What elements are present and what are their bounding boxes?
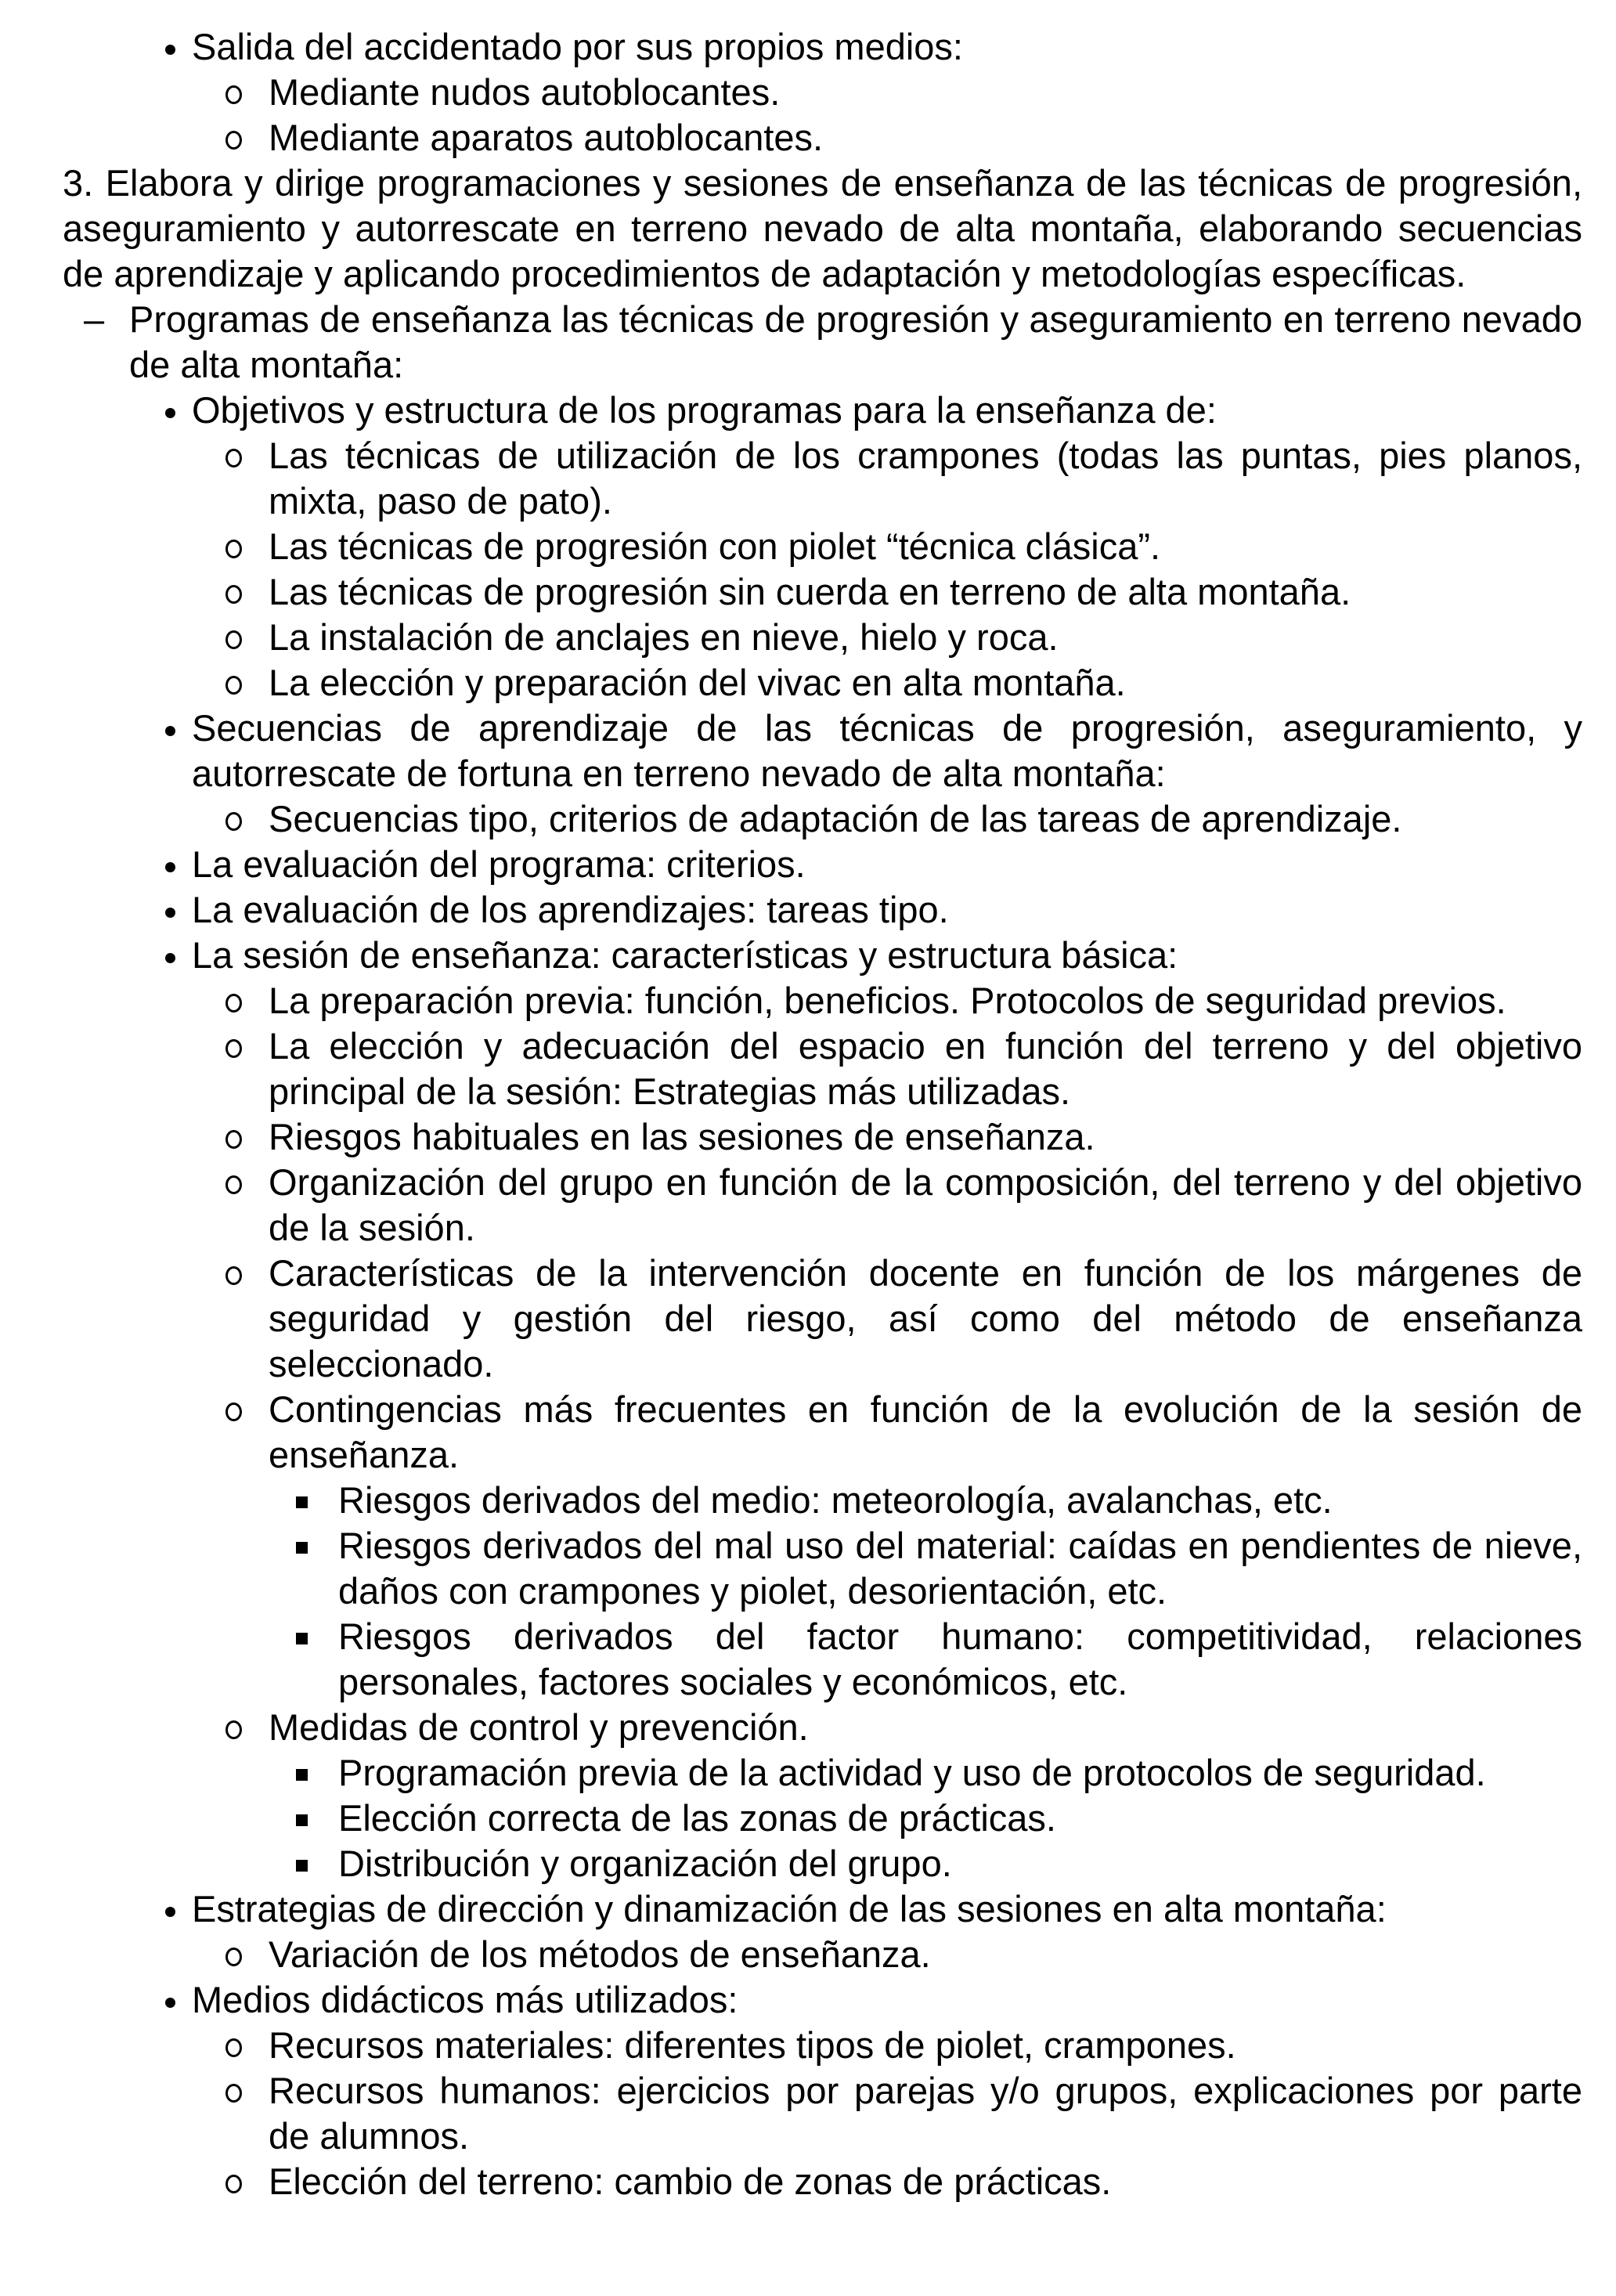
list-item [63, 2159, 1582, 2204]
open-circle-bullet-icon [225, 812, 242, 831]
list-item [63, 1705, 1582, 1750]
filled-square-bullet-icon [296, 1542, 308, 1554]
open-circle-bullet-icon [225, 1948, 242, 1966]
list-item [63, 524, 1582, 569]
document-text-block [63, 24, 1582, 2204]
filled-square-bullet-icon [296, 1814, 308, 1826]
open-circle-bullet-icon [225, 2038, 242, 2057]
list-item-text: Recursos humanos: ejercicios por parejas y/o grupos, explicaciones por parte de alumnos. [269, 2070, 1582, 2157]
list-item-text: Secuencias tipo, criterios de adaptación de las tareas de aprendizaje. [269, 798, 1402, 839]
list-item [63, 1023, 1582, 1114]
list-item [63, 388, 1582, 433]
list-item-text: La evaluación del programa: criterios. [192, 843, 806, 885]
list-item [63, 1523, 1582, 1614]
list-item-text: La preparación previa: función, beneficios. Protocolos de seguridad previos. [269, 980, 1506, 1021]
list-item [63, 706, 1582, 796]
list-item [63, 70, 1582, 115]
dash-bullet-icon: – [84, 298, 105, 340]
list-item [63, 1478, 1582, 1523]
list-item-text: Programas de enseñanza las técnicas de progresión y aseguramiento en terreno nevado de alta montaña: [129, 298, 1582, 385]
filled-circle-bullet-icon [165, 408, 175, 418]
open-circle-bullet-icon [225, 630, 242, 649]
list-item [63, 1886, 1582, 1932]
list-item-text: 3. Elabora y dirige programaciones y sesiones de enseñanza de las técnicas de progresión, aseguramiento y autorrescate en terreno nevado de alta montaña, elaborando secuencias de aprendizaje y aplicando procedimientos de adaptación y metodologías específicas. [63, 162, 1582, 294]
open-circle-bullet-icon [225, 676, 242, 695]
list-item-text: Las técnicas de progresión con piolet “técnica clásica”. [269, 525, 1161, 567]
list-item [63, 115, 1582, 161]
filled-circle-bullet-icon [165, 45, 175, 55]
list-item [63, 933, 1582, 978]
list-item [63, 1387, 1582, 1478]
list-item-text: Riesgos derivados del mal uso del material: caídas en pendientes de nieve, daños con crampones y piolet, desorientación, etc. [338, 1525, 1582, 1612]
list-item-text: Riesgos derivados del medio: meteorología, avalanchas, etc. [338, 1479, 1333, 1521]
filled-circle-bullet-icon [165, 953, 175, 963]
list-item [63, 1251, 1582, 1387]
list-item [63, 842, 1582, 887]
list-item-text: Contingencias más frecuentes en función de la evolución de la sesión de enseñanza. [269, 1388, 1582, 1475]
open-circle-bullet-icon [225, 1403, 242, 1421]
open-circle-bullet-icon [225, 131, 242, 150]
list-item-text: Variación de los métodos de enseñanza. [269, 1933, 931, 1975]
list-item [63, 1160, 1582, 1251]
list-item [63, 796, 1582, 842]
open-circle-bullet-icon [225, 2175, 242, 2193]
filled-square-bullet-icon [296, 1496, 308, 1508]
open-circle-bullet-icon [225, 994, 242, 1013]
open-circle-bullet-icon [225, 2084, 242, 2103]
list-item [63, 887, 1582, 933]
list-item [63, 1750, 1582, 1796]
list-item-text: Riesgos derivados del factor humano: competitividad, relaciones personales, factores sociales y económicos, etc. [338, 1616, 1582, 1702]
paragraph [63, 161, 1582, 297]
list-item-text: Recursos materiales: diferentes tipos de piolet, crampones. [269, 2024, 1236, 2066]
filled-circle-bullet-icon [165, 908, 175, 918]
list-item-text: Organización del grupo en función de la composición, del terreno y del objetivo de la sesión. [269, 1161, 1582, 1248]
list-item-text: La elección y adecuación del espacio en función del terreno y del objetivo principal de la sesión: Estrategias más utilizadas. [269, 1025, 1582, 1112]
list-item-text: Distribución y organización del grupo. [338, 1843, 952, 1884]
filled-square-bullet-icon [296, 1633, 308, 1644]
list-item-text: Mediante nudos autoblocantes. [269, 71, 781, 113]
list-item [63, 2068, 1582, 2159]
open-circle-bullet-icon [225, 1720, 242, 1739]
list-item [63, 1114, 1582, 1160]
filled-square-bullet-icon [296, 1769, 308, 1781]
filled-circle-bullet-icon [165, 726, 175, 736]
filled-circle-bullet-icon [165, 1907, 175, 1917]
list-item-text: Elección correcta de las zonas de prácticas. [338, 1797, 1056, 1839]
list-item-text: Programación previa de la actividad y uso de protocolos de seguridad. [338, 1752, 1486, 1793]
list-item [63, 660, 1582, 706]
list-item [63, 615, 1582, 660]
list-item-text: Características de la intervención docente en función de los márgenes de seguridad y gestión del riesgo, así como del método de enseñanza seleccionado. [269, 1252, 1582, 1384]
list-item [63, 1977, 1582, 2023]
list-item [63, 1841, 1582, 1886]
list-item [63, 1796, 1582, 1841]
list-item-text: La elección y preparación del vivac en alta montaña. [269, 662, 1126, 703]
list-item-text: Medios didácticos más utilizados: [192, 1979, 738, 2020]
list-item [63, 1932, 1582, 1977]
list-item-text: La instalación de anclajes en nieve, hielo y roca. [269, 616, 1059, 658]
list-item-text: Medidas de control y prevención. [269, 1706, 809, 1748]
list-item-text: Riesgos habituales en las sesiones de enseñanza. [269, 1116, 1095, 1157]
list-item-text: Las técnicas de progresión sin cuerda en terreno de alta montaña. [269, 571, 1351, 612]
list-item [63, 978, 1582, 1023]
list-item [63, 569, 1582, 615]
list-item-text: Estrategias de dirección y dinamización de las sesiones en alta montaña: [192, 1888, 1387, 1930]
open-circle-bullet-icon [225, 1266, 242, 1285]
list-item-text: Secuencias de aprendizaje de las técnicas de progresión, aseguramiento, y autorrescate de fortuna en terreno nevado de alta montaña: [192, 707, 1582, 794]
filled-square-bullet-icon [296, 1860, 308, 1872]
list-item-text: Salida del accidentado por sus propios medios: [192, 26, 963, 67]
open-circle-bullet-icon [225, 85, 242, 104]
open-circle-bullet-icon [225, 540, 242, 558]
list-item-text: La sesión de enseñanza: características y estructura básica: [192, 934, 1178, 976]
list-item [63, 1614, 1582, 1705]
list-item-text: Objetivos y estructura de los programas para la enseñanza de: [192, 389, 1217, 431]
list-item-text: Elección del terreno: cambio de zonas de prácticas. [269, 2161, 1112, 2202]
list-item-text: Las técnicas de utilización de los crampones (todas las puntas, pies planos, mixta, paso de pato). [269, 435, 1582, 522]
list-item-text: La evaluación de los aprendizajes: tareas tipo. [192, 889, 949, 930]
filled-circle-bullet-icon [165, 1998, 175, 2008]
open-circle-bullet-icon [225, 585, 242, 604]
filled-circle-bullet-icon [165, 862, 175, 872]
open-circle-bullet-icon [225, 1130, 242, 1149]
open-circle-bullet-icon [225, 1175, 242, 1194]
list-item [63, 24, 1582, 70]
list-item [63, 2023, 1582, 2068]
list-item [63, 433, 1582, 524]
list-item-text: Mediante aparatos autoblocantes. [269, 117, 824, 158]
open-circle-bullet-icon [225, 449, 242, 468]
list-item [63, 297, 1582, 388]
open-circle-bullet-icon [225, 1039, 242, 1058]
